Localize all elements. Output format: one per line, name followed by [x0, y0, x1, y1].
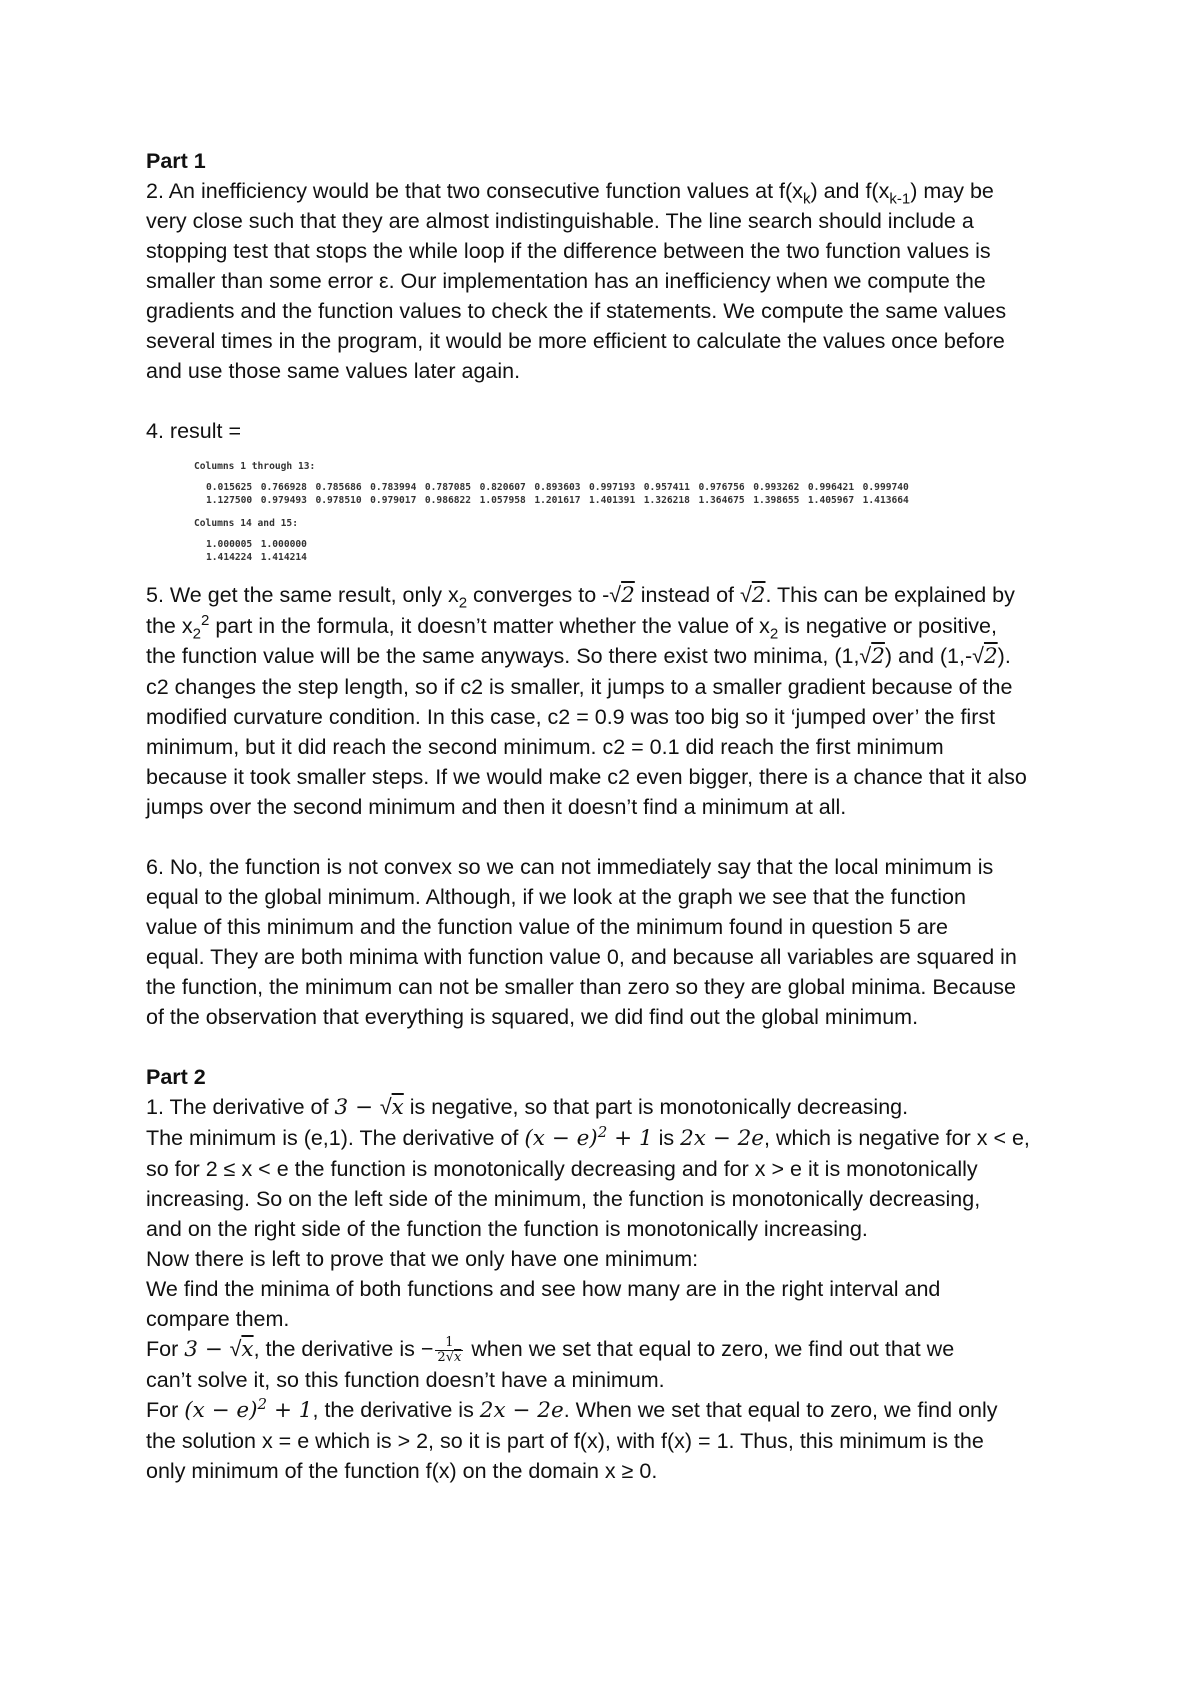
console-table-1 [206, 481, 917, 507]
console-output [194, 460, 1076, 564]
console-cell: 0.997193 [589, 482, 636, 493]
q5-line-4: c2 changes the step length, so if c2 is smaller, it jumps to a smaller gradient because of the [146, 675, 1013, 699]
console-cell: 1.326218 [643, 495, 690, 506]
p2-line-13: only minimum of the function f(x) on the domain x ≥ 0. [146, 1459, 658, 1483]
p2-line-8: compare them. [146, 1307, 290, 1331]
console-cell: 0.979017 [370, 495, 417, 506]
q2-line-5: gradients and the function values to check the if statements. We compute the same values [146, 299, 1007, 323]
q2-line-1: 2. An inefficiency would be that two consecutive function values at $f(x_k)$ and $f(x_{k-1})$ may be [146, 179, 994, 208]
console-cell: 1.000000 [260, 539, 307, 550]
console-cell: 0.993262 [753, 482, 800, 493]
q2-line-6: several times in the program, it would be more efficient to calculate the values once before [146, 329, 1005, 353]
p2-line-9: For 3 − √x, the derivative is − $\frac{1}{2√x}$ when we set that equal to zero, we find out that we [146, 1334, 955, 1365]
q2-line-7: and use those same values later again. [146, 359, 521, 383]
console-cell: 1.364675 [698, 495, 745, 506]
console-cell: 0.820607 [479, 482, 526, 493]
q5-line-7: because it took smaller steps. If we would make c2 even bigger, there is a chance that it also [146, 765, 1027, 789]
console-row-3 [206, 538, 315, 551]
console-cell: 1.414214 [260, 552, 307, 563]
console-cell: 1.000005 [206, 539, 253, 550]
console-cell: 0.978510 [315, 495, 362, 506]
console-cell: 1.405967 [807, 495, 855, 506]
console-row-1 [206, 481, 917, 494]
part2-heading: Part 2 [146, 1065, 206, 1089]
console-row-4 [206, 551, 315, 564]
p2-line-11: For $(x - e)^2 + 1$, the derivative is 2x − 2e. When we set that equal to zero, we find only [146, 1394, 998, 1423]
console-cell: 1.201617 [534, 495, 581, 506]
q4-label: 4. result = [146, 419, 242, 443]
q6-line-3: value of this minimum and the function value of the minimum found in question 5 are [146, 915, 948, 939]
p2-line-3: so for 2 ≤ x < e the function is monotonically decreasing and for x > e it is monotonically [146, 1157, 978, 1181]
console-cell: 0.976756 [698, 482, 745, 493]
p2-line-2: The minimum is (e,1). The derivative of $(x - e)^2 + 1$ is 2x − 2e, which is negative for x < e, [146, 1122, 1030, 1151]
p2-line-5: and on the right side of the function the function is monotonically increasing. [146, 1217, 868, 1241]
q6-line-2: equal to the global minimum. Although, if we look at the graph we see that the function [146, 885, 966, 909]
p2-line-10: can’t solve it, so this function doesn’t have a minimum. [146, 1368, 665, 1392]
q5-line-8: jumps over the second minimum and then it doesn’t find a minimum at all. [146, 795, 847, 819]
p2-line-4: increasing. So on the left side of the minimum, the function is monotonically decreasing, [146, 1187, 981, 1211]
p2-line-7: We find the minima of both functions and see how many are in the right interval and [146, 1277, 941, 1301]
q5-line-1: 5. We get the same result, only $x_2$ converges to -√2 instead of √2. This can be explained by [146, 583, 1015, 612]
console-cell: 0.015625 [206, 482, 253, 493]
q6-line-6: of the observation that everything is squared, we did find out the global minimum. [146, 1005, 919, 1029]
q2-line-2: very close such that they are almost indistinguishable. The line search should include a [146, 209, 974, 233]
console-header-1: Columns 1 through 13: [194, 461, 316, 472]
console-cell: 1.398655 [753, 495, 800, 506]
document-page [146, 146, 1076, 1486]
console-cell: 0.986822 [424, 495, 472, 506]
console-cell: 0.957411 [643, 482, 690, 493]
console-cell: 0.979493 [260, 495, 307, 506]
q6-line-1: 6. No, the function is not convex so we can not immediately say that the local minimum is [146, 855, 994, 879]
console-cell: 0.785686 [315, 482, 362, 493]
console-table-2 [206, 538, 315, 564]
console-cell: 1.401391 [589, 495, 636, 506]
console-cell: 1.127500 [206, 495, 253, 506]
console-header-2: Columns 14 and 15: [194, 518, 298, 529]
console-cell: 0.996421 [807, 482, 855, 493]
p2-line-1: 1. The derivative of 3 − √x is negative, so that part is monotonically decreasing. [146, 1095, 909, 1120]
console-cell: 0.999740 [862, 482, 909, 493]
console-cell: 1.057958 [479, 495, 526, 506]
fraction: $\frac{1}{2√x}$ [437, 1334, 462, 1365]
q2-line-3: stopping test that stops the while loop if the difference between the two function values is [146, 239, 991, 263]
q5-line-5: modified curvature condition. In this case, c2 = 0.9 was too big so it ‘jumped over’ the first [146, 705, 996, 729]
console-cell: 1.413664 [862, 495, 909, 506]
console-cell: 0.893603 [534, 482, 581, 493]
p2-line-12: the solution x = e which is > 2, so it is part of f(x), with f(x) = 1. Thus, this minimum is the [146, 1429, 984, 1453]
console-row-2 [206, 494, 917, 507]
q6-line-4: equal. They are both minima with function value 0, and because all variables are squared in [146, 945, 1017, 969]
q2-line-4: smaller than some error ε. Our implementation has an inefficiency when we compute the [146, 269, 986, 293]
q5-line-3: the function value will be the same anyways. So there exist two minima, (1,√2) and (1,-√2). [146, 644, 1011, 669]
q6-line-5: the function, the minimum can not be smaller than zero so they are global minima. Because [146, 975, 1017, 999]
console-cell: 0.766928 [260, 482, 307, 493]
q5-line-6: minimum, but it did reach the second minimum. c2 = 0.1 did reach the first minimum [146, 735, 944, 759]
q5-line-2: the $x_2^2$ part in the formula, it doesn’t matter whether the value of $x_2$ is negative or positive, [146, 611, 997, 643]
part1-heading: Part 1 [146, 149, 206, 173]
console-cell: 1.414224 [206, 552, 253, 563]
console-cell: 0.783994 [370, 482, 417, 493]
console-cell: 0.787085 [424, 482, 472, 493]
p2-line-6: Now there is left to prove that we only have one minimum: [146, 1247, 699, 1271]
